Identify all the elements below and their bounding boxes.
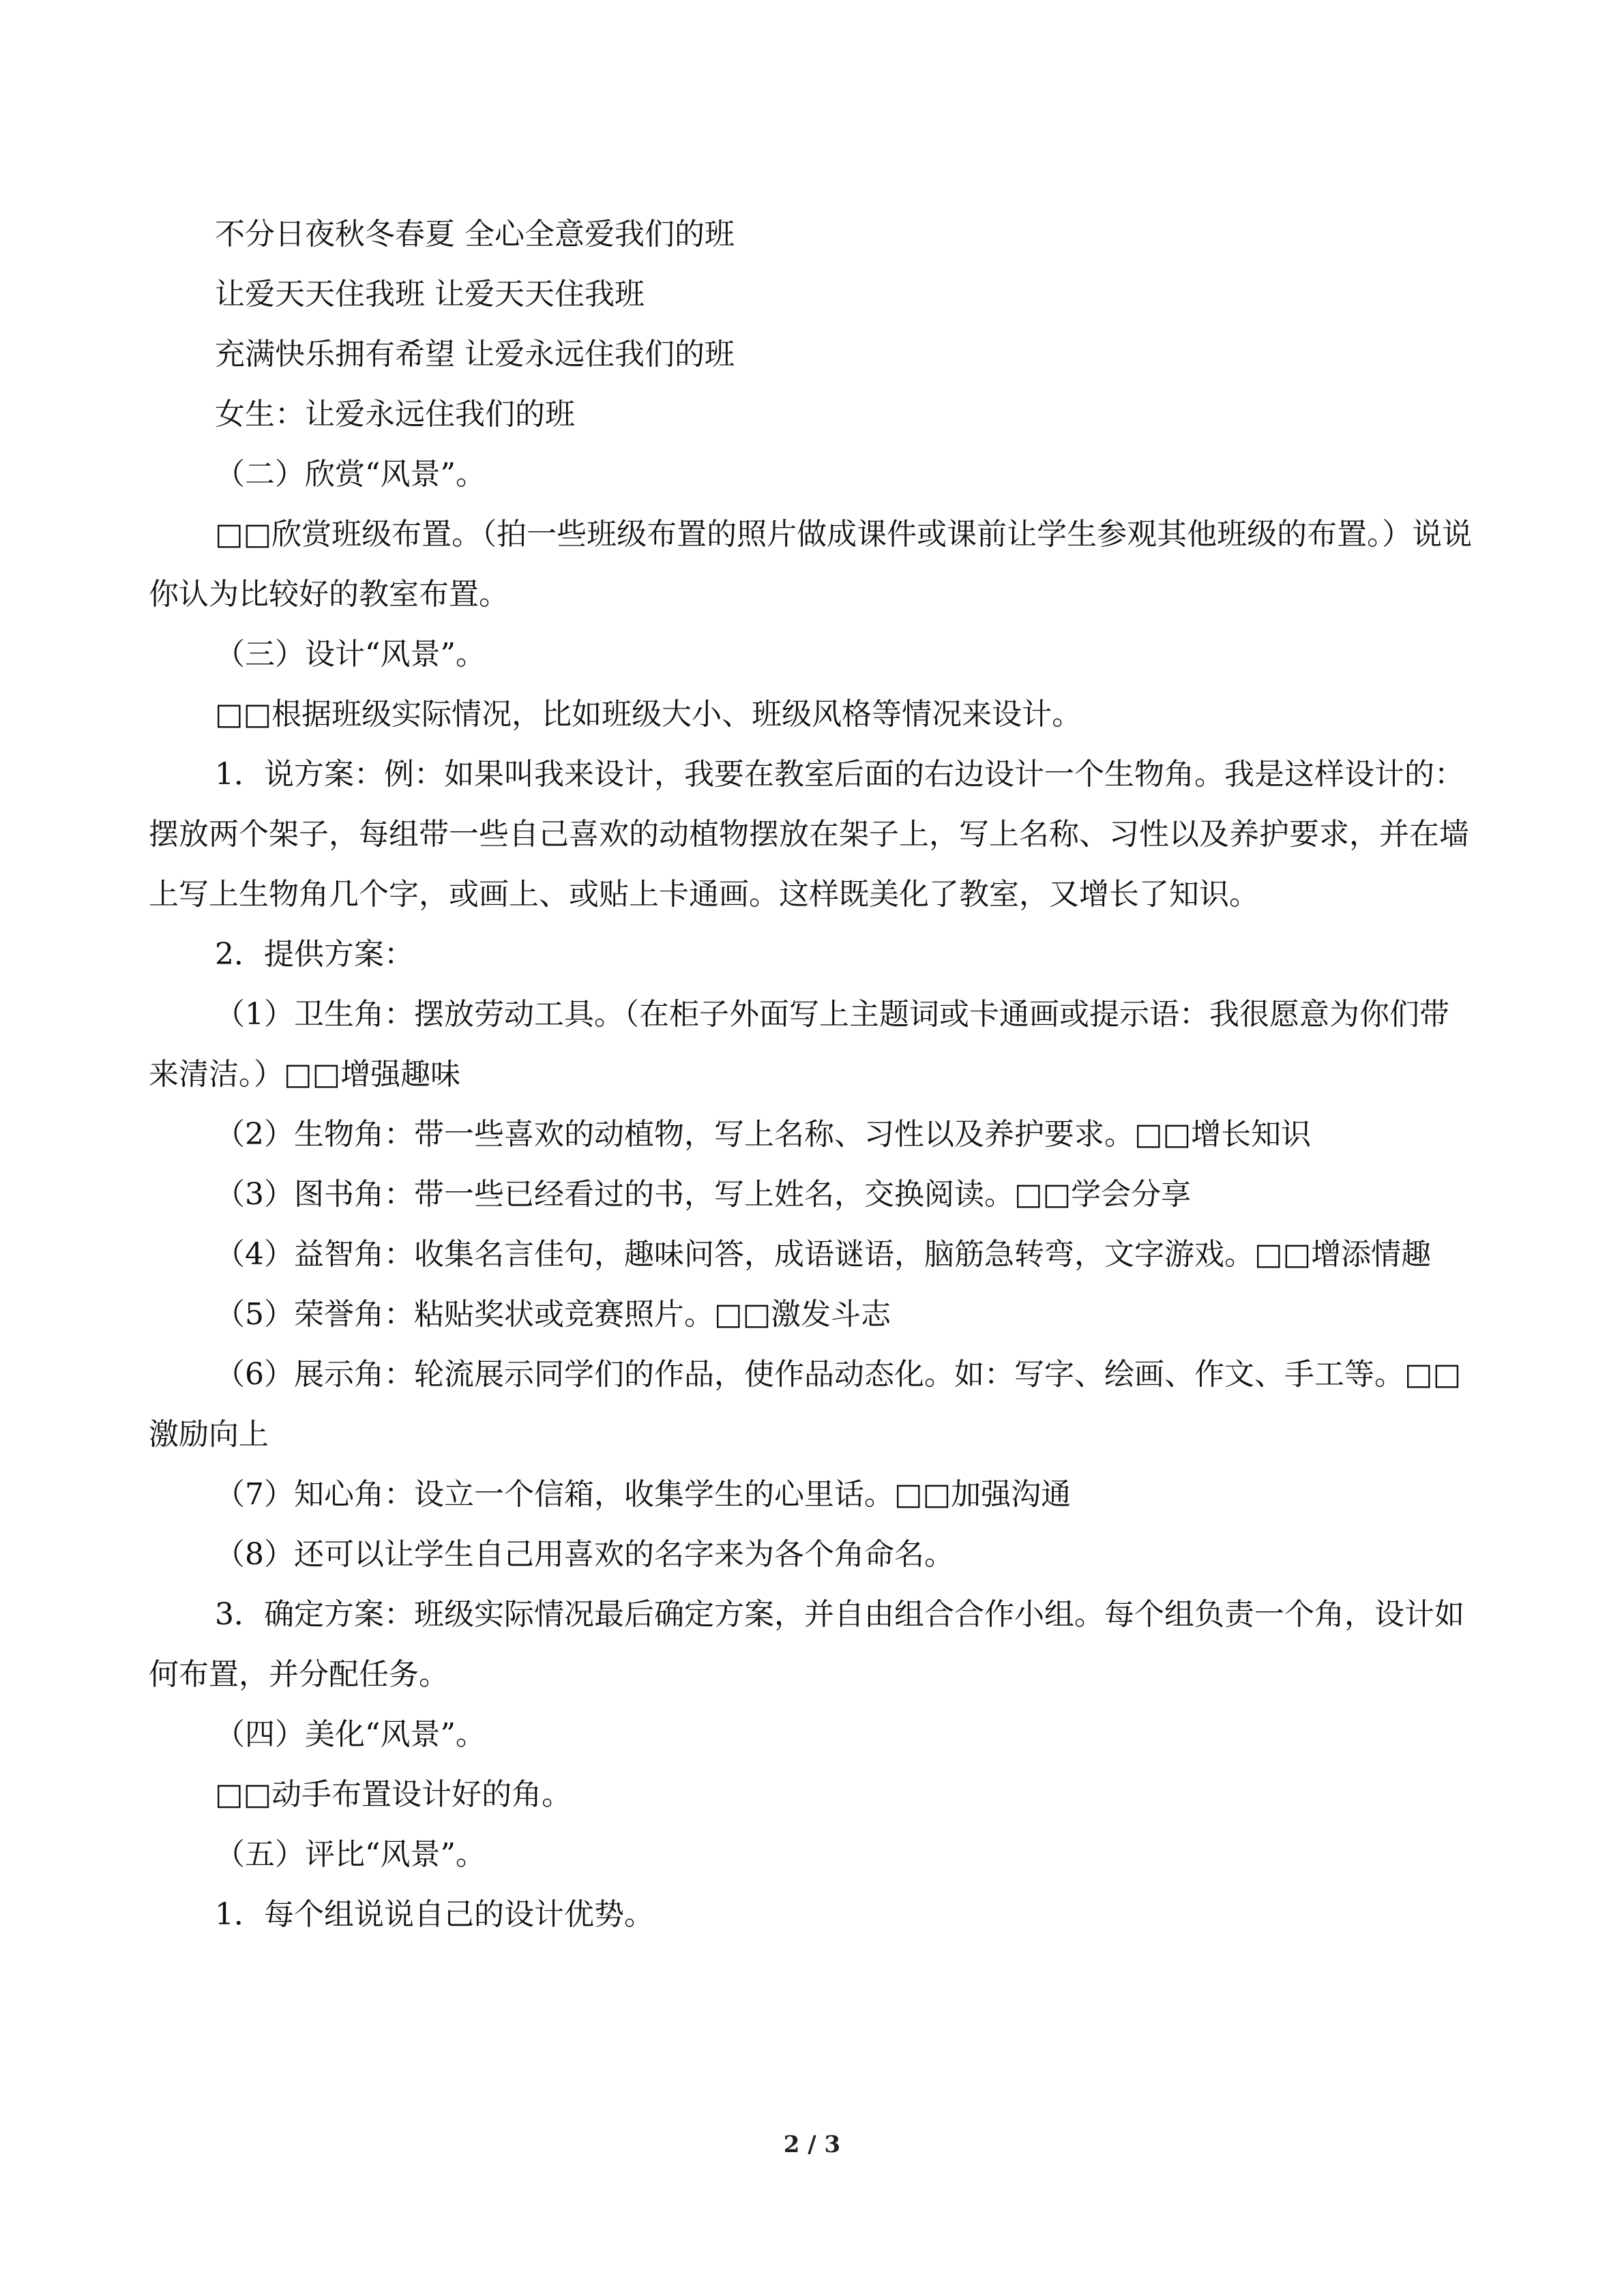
section-heading: （二）欣赏“风景”。: [215, 457, 486, 492]
paragraph: □□动手布置设计好的角。: [215, 1777, 572, 1812]
paragraph: 让爱天天住我班 让爱天天住我班: [215, 277, 645, 312]
paragraph: 不分日夜秋冬春夏 全心全意爱我们的班: [215, 217, 735, 252]
section-heading: （四）美化“风景”。: [215, 1717, 486, 1752]
paragraph: 3．确定方案：班级实际情况最后确定方案，并自由组合合作小组。每个组负责一个角，设计如何布置，并分配任务。: [149, 1597, 1464, 1692]
page-number: 2 / 3: [783, 2131, 841, 2158]
list-item: （7）知心角：设立一个信箱，收集学生的心里话。□□加强沟通: [215, 1477, 1072, 1512]
list-item: （6）展示角：轮流展示同学们的作品，使作品动态化。如：写字、绘画、作文、手工等。□□激励向上: [149, 1357, 1462, 1452]
section-heading: （五）评比“风景”。: [215, 1837, 486, 1872]
paragraph: 1．每个组说说自己的设计优势。: [215, 1897, 654, 1932]
paragraph: □□欣赏班级布置。（拍一些班级布置的照片做成课件或课前让学生参观其他班级的布置。）说说你认为比较好的教室布置。: [149, 517, 1473, 612]
paragraph: 1．说方案：例：如果叫我来设计，我要在教室后面的右边设计一个生物角。我是这样设计的：摆放两个架子，每组带一些自己喜欢的动植物摆放在架子上，写上名称、习性以及养护要求，并在墙上写上生物角几个字，或画上、或贴上卡通画。这样既美化了教室，又增长了知识。: [149, 757, 1469, 912]
section-heading: （三）设计“风景”。: [215, 637, 486, 672]
paragraph: 充满快乐拥有希望 让爱永远住我们的班: [215, 337, 735, 372]
paragraph: 2．提供方案：: [215, 937, 414, 972]
list-item: （1）卫生角：摆放劳动工具。（在柜子外面写上主题词或卡通画或提示语：我很愿意为你们带来清洁。）□□增强趣味: [149, 997, 1449, 1092]
document-body: [149, 205, 1475, 1945]
paragraph: □□根据班级实际情况，比如班级大小、班级风格等情况来设计。: [215, 697, 1082, 732]
list-item: （8）还可以让学生自己用喜欢的名字来为各个角命名。: [215, 1537, 954, 1572]
list-item: （2）生物角：带一些喜欢的动植物，写上名称、习性以及养护要求。□□增长知识: [215, 1117, 1312, 1152]
list-item: （5）荣誉角：粘贴奖状或竞赛照片。□□激发斗志: [215, 1297, 891, 1332]
paragraph: 女生：让爱永远住我们的班: [215, 397, 575, 432]
list-item: （4）益智角：收集名言佳句，趣味问答，成语谜语，脑筋急转弯，文字游戏。□□增添情趣: [215, 1237, 1432, 1272]
list-item: （3）图书角：带一些已经看过的书，写上姓名，交换阅读。□□学会分享: [215, 1177, 1192, 1212]
